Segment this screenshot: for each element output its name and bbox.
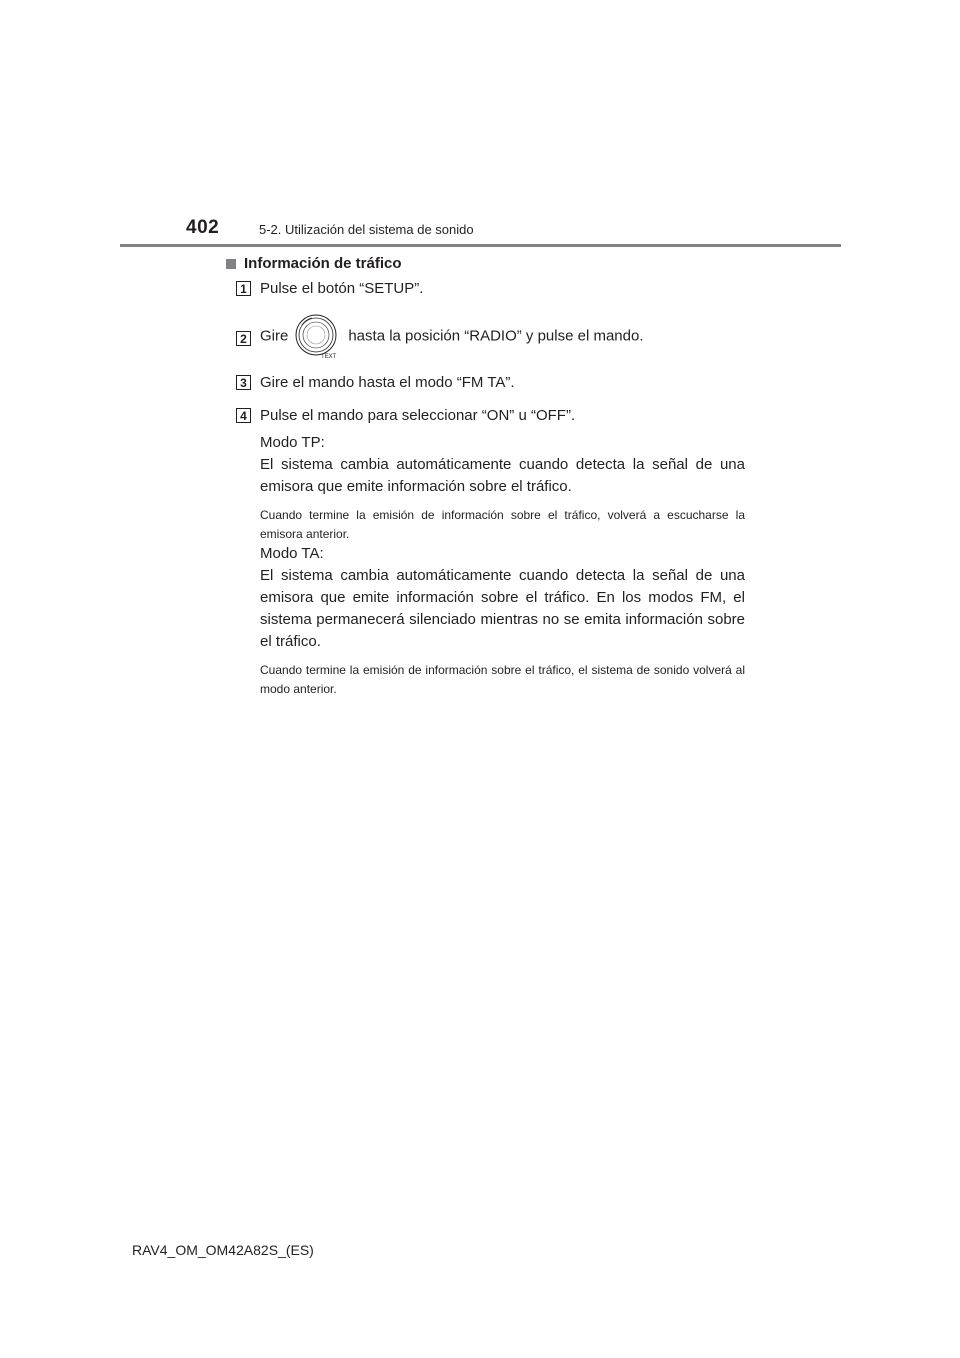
step-2-text-after: hasta la posición “RADIO” y pulse el mando. [348,327,644,345]
step-1-text: Pulse el botón “SETUP”. [260,280,424,297]
ta-mode-block [260,543,745,699]
ta-mode-description: El sistema cambia automáticamente cuando detecta la señal de una emisora que emite información sobre el tráfico. En los modos FM, el sistema permanecerá silenciado mientras no se emita información sobre el tráfico. [260,567,745,650]
knob-label: TEXT [321,354,337,359]
heading-text: Información de tráfico [244,255,402,272]
step-2-badge: 2 [236,331,251,346]
ta-mode-note: Cuando termine la emisión de información sobre el tráfico, el sistema de sonido volverá al modo anterior. [260,663,745,696]
tp-mode-note: Cuando termine la emisión de información sobre el tráfico, volverá a escucharse la emisora anterior. [260,508,745,541]
header-rule [120,244,841,247]
ta-mode-label: Modo TA: [260,545,324,562]
tune-knob-icon [294,313,340,359]
step-4-badge: 4 [236,408,251,423]
section-title: 5-2. Utilización del sistema de sonido [259,222,474,237]
footer-doc-code: RAV4_OM_OM42A82S_(ES) [132,1242,314,1258]
step-2-text-before: Gire [260,327,289,345]
section-heading [226,255,402,272]
page-number: 402 [186,217,220,238]
step-1-badge: 1 [236,281,251,296]
tp-mode-block [260,432,745,544]
tp-mode-label: Modo TP: [260,434,325,451]
step-4-text: Pulse el mando para seleccionar “ON” u “OFF”. [260,407,576,424]
step-3-text: Gire el mando hasta el modo “FM TA”. [260,374,515,391]
heading-square-icon [226,259,236,269]
step-3-badge: 3 [236,375,251,390]
step-2-text [260,313,643,359]
tp-mode-description: El sistema cambia automáticamente cuando detecta la señal de una emisora que emite información sobre el tráfico. [260,456,745,495]
